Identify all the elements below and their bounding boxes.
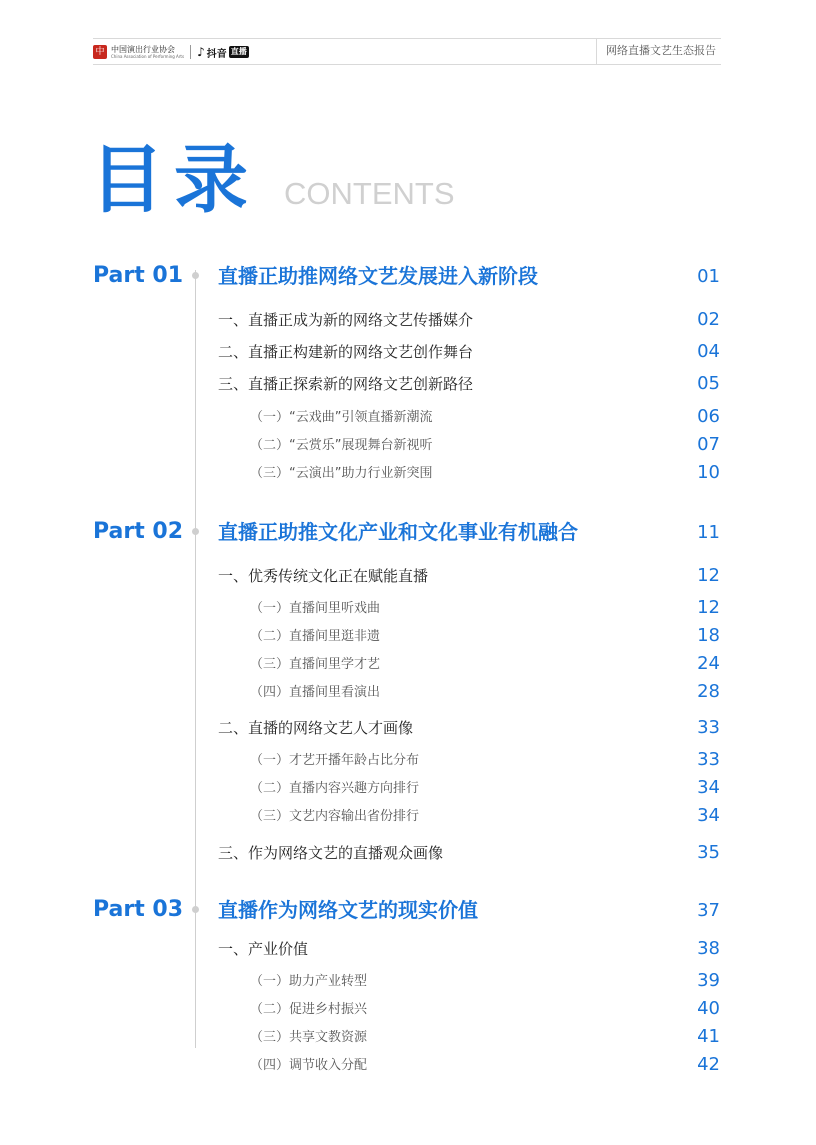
timeline-dot <box>192 528 199 535</box>
toc-subentry[interactable]: （三）文艺内容输出省份排行 <box>250 809 420 824</box>
toc-entry[interactable]: 一、直播正成为新的网络文艺传播媒介 <box>218 311 474 329</box>
toc-page-number: 12 <box>697 597 720 618</box>
toc-subentry[interactable]: （四）直播间里看演出 <box>250 685 381 700</box>
org-name-cn: 中国演出行业协会 <box>111 45 175 54</box>
toc-page-number: 34 <box>697 777 720 798</box>
toc-subentry[interactable]: （二）“云赏乐”展现舞台新视听 <box>250 438 433 453</box>
logo-separator <box>190 45 191 59</box>
toc-page-number: 12 <box>697 565 720 586</box>
part-label: Part 02 <box>93 519 184 544</box>
part-page-number: 37 <box>697 900 720 921</box>
toc-page-number: 39 <box>697 970 720 991</box>
toc-page-number: 42 <box>697 1054 720 1075</box>
toc-page-number: 18 <box>697 625 720 646</box>
toc-subentry[interactable]: （三）“云演出”助力行业新突围 <box>250 466 433 481</box>
toc-page-number: 04 <box>697 341 720 362</box>
toc-page-number: 28 <box>697 681 720 702</box>
toc-subentry[interactable]: （一）“云戏曲”引领直播新潮流 <box>250 410 433 425</box>
page-title-en: CONTENTS <box>284 176 455 211</box>
toc-subentry[interactable]: （二）直播间里逛非遗 <box>250 629 381 644</box>
timeline-line <box>195 270 196 1048</box>
toc-entry[interactable]: 一、产业价值 <box>218 940 309 958</box>
toc-page-number: 05 <box>697 373 720 394</box>
toc-page-number: 07 <box>697 434 720 455</box>
toc-subentry[interactable]: （一）才艺开播年龄占比分布 <box>250 753 420 768</box>
toc-entry[interactable]: 三、直播正探索新的网络文艺创新路径 <box>218 375 474 393</box>
part-page-number: 11 <box>697 522 720 543</box>
part-page-number: 01 <box>697 266 720 287</box>
toc-subentry[interactable]: （二）直播内容兴趣方向排行 <box>250 781 420 796</box>
toc-page-number: 41 <box>697 1026 720 1047</box>
part-label: Part 01 <box>93 263 184 288</box>
toc-page-number: 35 <box>697 842 720 863</box>
report-title: 网络直播文艺生态报告 <box>606 44 716 57</box>
header-top-rule <box>93 38 721 39</box>
part-title[interactable]: 直播正助推网络文艺发展进入新阶段 <box>218 264 538 288</box>
toc-subentry[interactable]: （一）直播间里听戏曲 <box>250 601 381 616</box>
toc-entry[interactable]: 一、优秀传统文化正在赋能直播 <box>218 567 429 585</box>
page-title-cn: 目录 <box>90 137 258 223</box>
header-bottom-rule <box>93 64 721 65</box>
toc-entry[interactable]: 三、作为网络文艺的直播观众画像 <box>218 844 444 862</box>
org-name-en: China Association of Performing Arts <box>111 54 185 59</box>
timeline-dot <box>192 906 199 913</box>
header-divider <box>596 38 597 65</box>
toc-page-number: 33 <box>697 749 720 770</box>
part-title[interactable]: 直播作为网络文艺的现实价值 <box>218 898 478 922</box>
toc-page-number: 10 <box>697 462 720 483</box>
toc-page-number: 38 <box>697 938 720 959</box>
toc-page-number: 40 <box>697 998 720 1019</box>
douyin-name: 抖音 <box>206 48 227 60</box>
toc-entry[interactable]: 二、直播的网络文艺人才画像 <box>218 719 414 737</box>
toc-subentry[interactable]: （一）助力产业转型 <box>250 974 368 989</box>
header-logos <box>93 42 249 62</box>
toc-page-number: 24 <box>697 653 720 674</box>
part-label: Part 03 <box>93 897 184 922</box>
cap-logo <box>111 45 184 59</box>
toc-page-number: 02 <box>697 309 720 330</box>
toc-subentry[interactable]: （三）共享文教资源 <box>250 1030 368 1045</box>
timeline-dot <box>192 272 199 279</box>
toc-entry[interactable]: 二、直播正构建新的网络文艺创作舞台 <box>218 343 474 361</box>
toc-subentry[interactable]: （四）调节收入分配 <box>250 1058 368 1073</box>
part-title[interactable]: 直播正助推文化产业和文化事业有机融合 <box>218 520 578 544</box>
toc-page-number: 34 <box>697 805 720 826</box>
toc-subentry[interactable]: （二）促进乡村振兴 <box>250 1002 368 1017</box>
douyin-live-tag: 直播 <box>230 47 247 56</box>
douyin-note-icon: ♪ <box>197 45 205 59</box>
toc-page-number: 33 <box>697 717 720 738</box>
toc-page-number: 06 <box>697 406 720 427</box>
cap-seal-icon: 中 <box>93 45 107 59</box>
toc-subentry[interactable]: （三）直播间里学才艺 <box>250 657 381 672</box>
